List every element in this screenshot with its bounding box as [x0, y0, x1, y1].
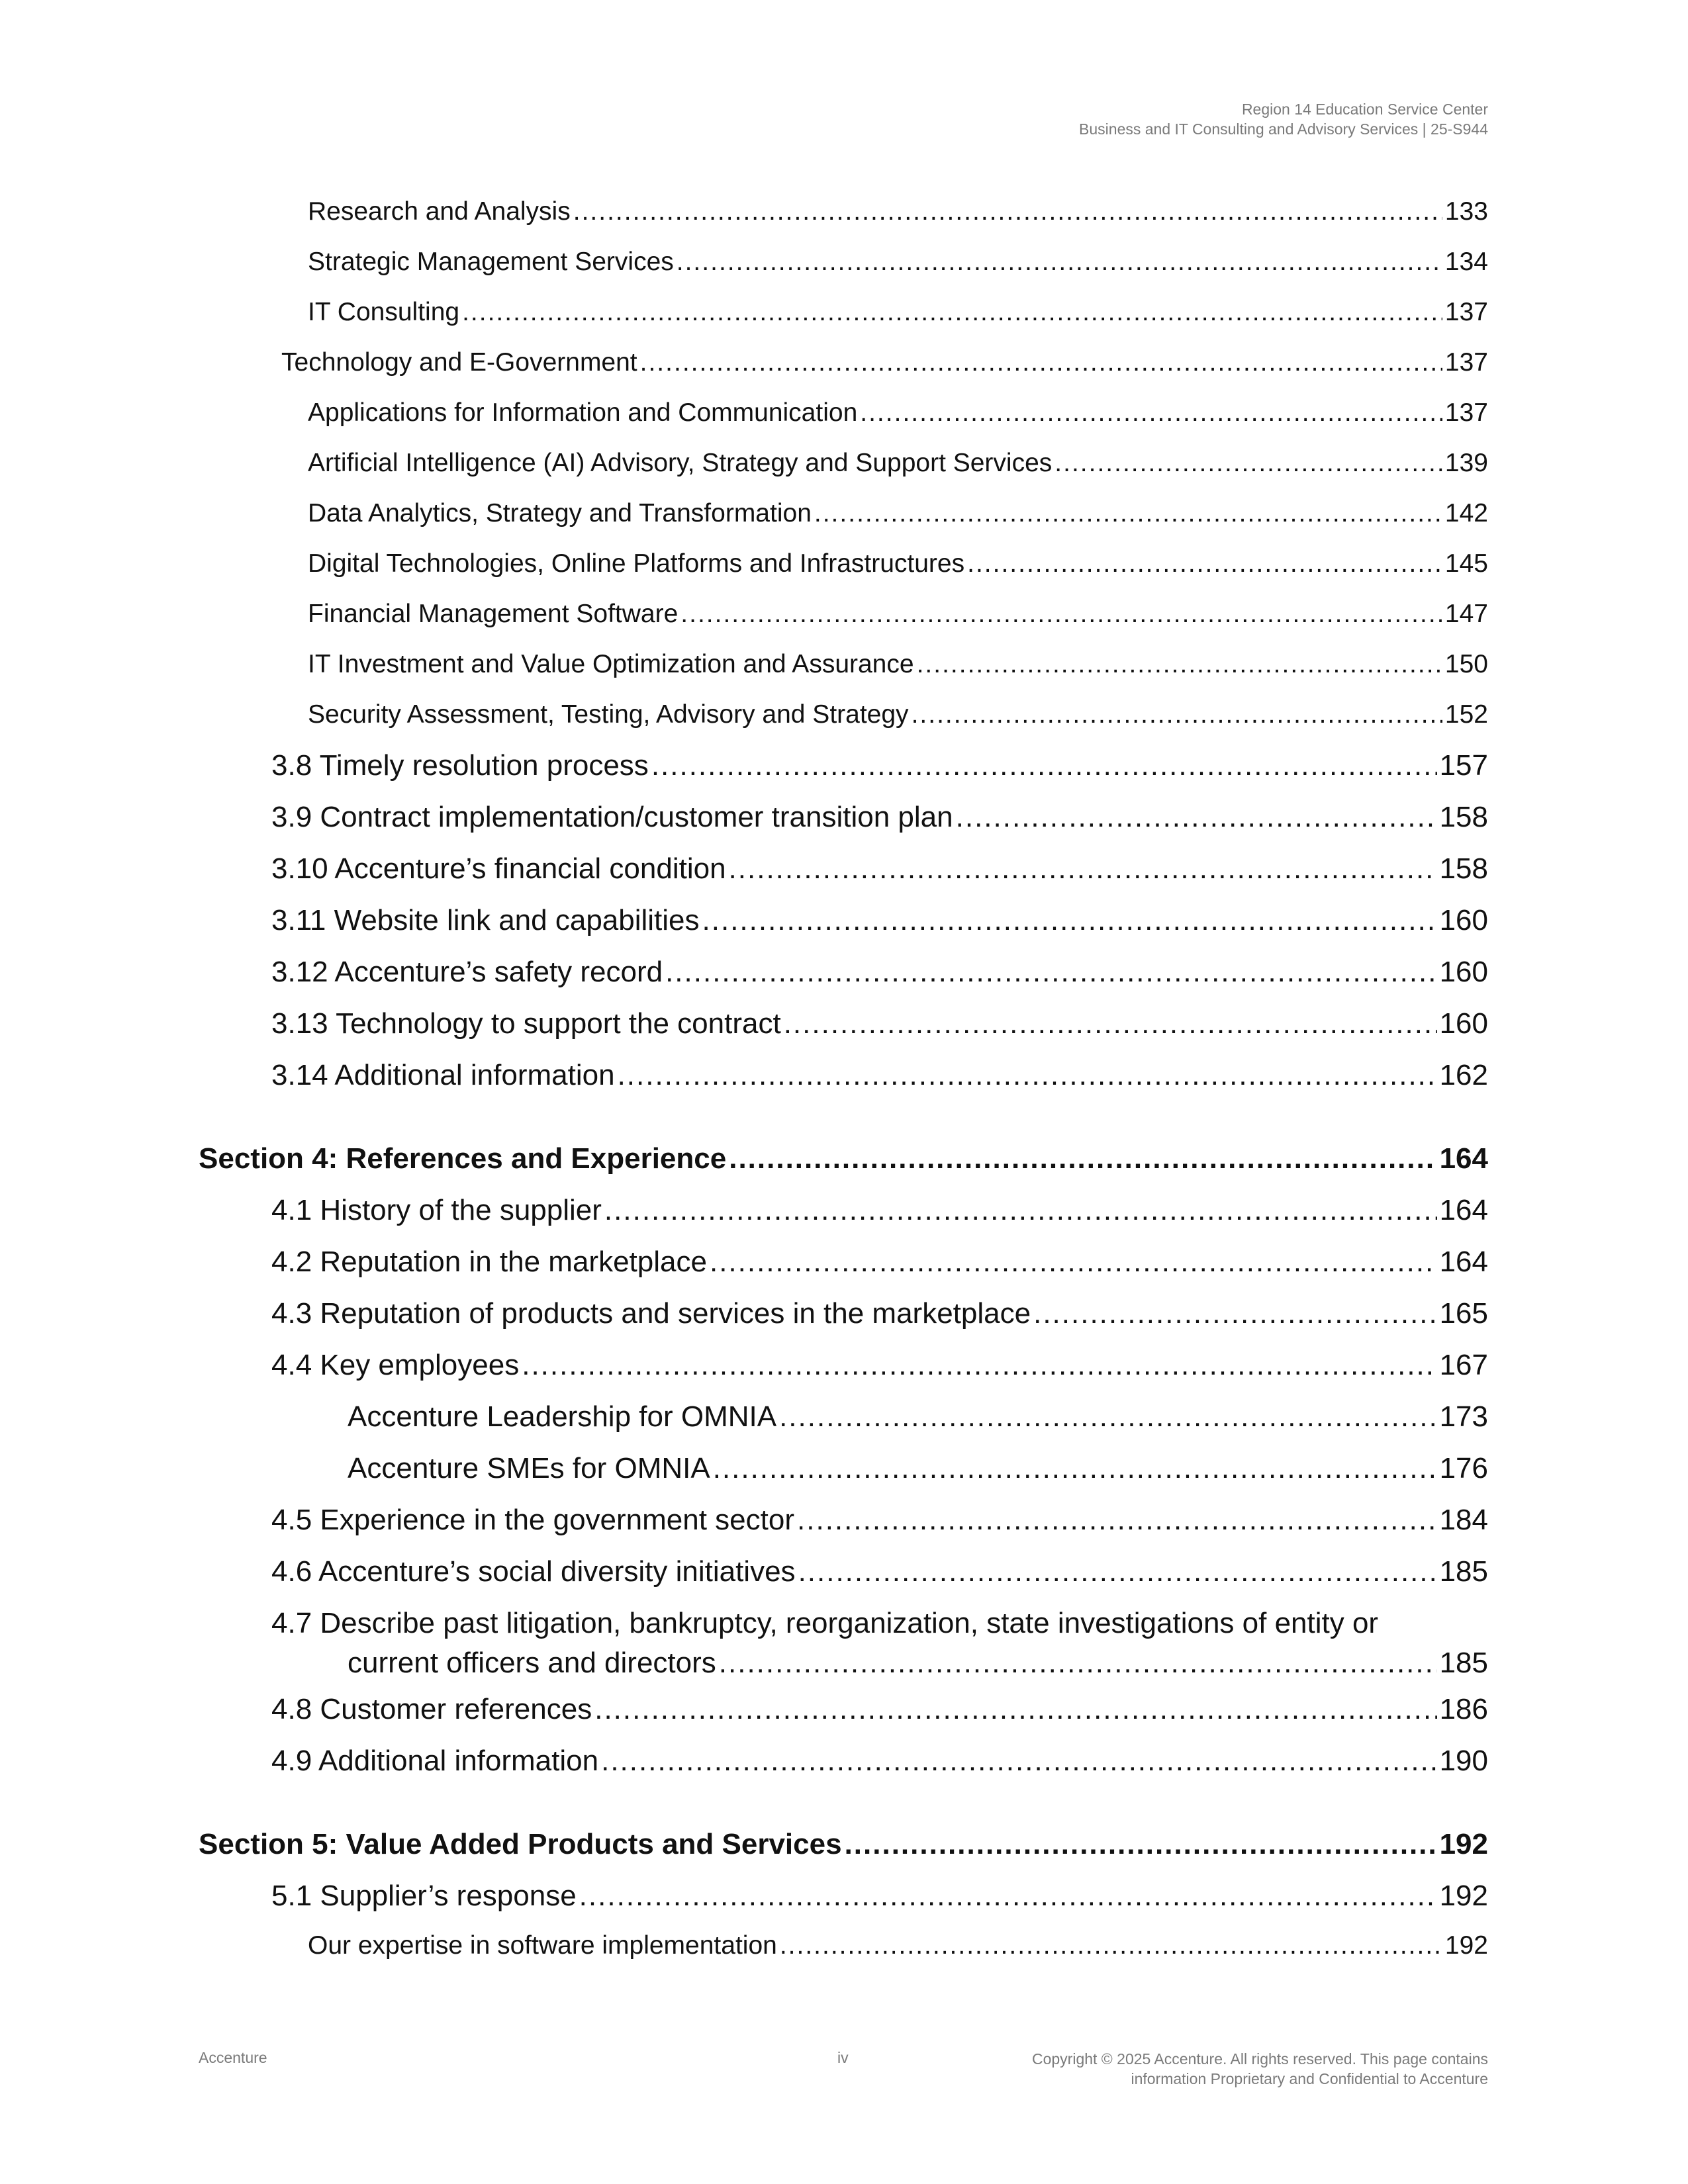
toc-dot-leader: [917, 650, 1442, 679]
footer-copyright-line-2: information Proprietary and Confidential to Accenture: [1131, 2070, 1488, 2087]
toc-page-number: 160: [1439, 904, 1488, 936]
toc-dot-leader: [860, 398, 1442, 428]
toc-page-number: 137: [1444, 398, 1488, 427]
toc-dot-leader: [797, 1504, 1437, 1537]
toc-dot-leader: [677, 248, 1442, 277]
toc-entry-strategic-management-services[interactable]: [308, 248, 1488, 277]
toc-page-number: 157: [1439, 749, 1488, 782]
toc-dot-leader: [798, 1555, 1437, 1588]
toc-page-number: 160: [1439, 1007, 1488, 1040]
toc-dot-leader: [601, 1745, 1436, 1778]
toc-entry-section-5[interactable]: [199, 1828, 1488, 1861]
toc-entry-title: 4.9 Additional information: [271, 1745, 599, 1777]
toc-dot-leader: [779, 1400, 1437, 1433]
toc-dot-leader: [814, 499, 1442, 528]
toc-dot-leader: [702, 904, 1437, 937]
toc-dot-leader: [784, 1007, 1437, 1040]
toc-page-number: 158: [1439, 801, 1488, 833]
toc-page-number: 192: [1444, 1931, 1488, 1960]
toc-entry-title: Applications for Information and Communication: [308, 398, 858, 427]
toc-entry-3-10[interactable]: [271, 852, 1488, 886]
toc-entry-4-5[interactable]: [271, 1504, 1488, 1537]
toc-entry-title-line-2: current officers and directors: [348, 1647, 716, 1679]
toc-entry-title: 3.9 Contract implementation/customer transition plan: [271, 801, 953, 833]
toc-entry-ai-advisory[interactable]: [308, 449, 1488, 478]
toc-entry-title: IT Consulting: [308, 298, 460, 326]
toc-entry-title: 3.8 Timely resolution process: [271, 749, 649, 782]
toc-page-number: 152: [1444, 700, 1488, 729]
toc-page-number: 145: [1444, 549, 1488, 578]
toc-entry-title: 4.3 Reputation of products and services in the marketplace: [271, 1297, 1031, 1330]
toc-dot-leader: [640, 348, 1442, 377]
toc-page-number: 139: [1444, 449, 1488, 477]
toc-entry-it-investment[interactable]: [308, 650, 1488, 679]
toc-entry-title: Section 4: References and Experience: [199, 1142, 727, 1175]
toc-entry-title: 4.1 History of the supplier: [271, 1194, 602, 1226]
toc-entry-4-4[interactable]: [271, 1349, 1488, 1382]
toc-page-number: 133: [1444, 197, 1488, 226]
toc-entry-title: 4.8 Customer references: [271, 1693, 592, 1725]
toc-entry-title: 3.13 Technology to support the contract: [271, 1007, 781, 1040]
toc-entry-title: 3.10 Accenture’s financial condition: [271, 852, 726, 885]
toc-entry-5-1[interactable]: [271, 1880, 1488, 1913]
toc-entry-financial-management-software[interactable]: [308, 600, 1488, 629]
toc-page-number: 167: [1439, 1349, 1488, 1381]
toc-entry-line-2: [348, 1647, 1488, 1680]
toc-page-number: 134: [1444, 248, 1488, 276]
footer-copyright-line-1: Copyright © 2025 Accenture. All rights reserved. This page contains: [1031, 2050, 1488, 2068]
toc-dot-leader: [713, 1452, 1437, 1485]
toc-page-number: 164: [1439, 1142, 1488, 1175]
footer-page-number: iv: [837, 2049, 849, 2066]
toc-page-number: 190: [1439, 1745, 1488, 1777]
toc-entry-title: Security Assessment, Testing, Advisory and Strategy: [308, 700, 909, 729]
toc-entry-4-9[interactable]: [271, 1745, 1488, 1778]
toc-entry-title: Section 5: Value Added Products and Services: [199, 1828, 842, 1860]
toc-dot-leader: [462, 298, 1442, 327]
toc-dot-leader: [594, 1693, 1436, 1726]
toc-dot-leader: [1055, 449, 1442, 478]
toc-entry-title: Our expertise in software implementation: [308, 1931, 777, 1960]
toc-dot-leader: [618, 1059, 1437, 1092]
toc-entry-research-and-analysis[interactable]: [308, 197, 1488, 226]
toc-page-number: 147: [1444, 600, 1488, 628]
toc-page-number: 165: [1439, 1297, 1488, 1330]
toc-entry-title: Digital Technologies, Online Platforms and Infrastructures: [308, 549, 965, 578]
header-line-1: Region 14 Education Service Center: [1241, 101, 1488, 118]
toc-dot-leader: [780, 1931, 1442, 1960]
toc-dot-leader: [665, 956, 1437, 989]
toc-dot-leader: [729, 852, 1437, 886]
toc-entry-3-14[interactable]: [271, 1059, 1488, 1092]
toc-page-number: 185: [1439, 1555, 1488, 1588]
toc-dot-leader: [579, 1880, 1437, 1913]
toc-entry-title: 3.14 Additional information: [271, 1059, 615, 1091]
toc-entry-title-line-1: 4.7 Describe past litigation, bankruptcy, reorganization, state investigations of entity or: [271, 1607, 1379, 1639]
toc-dot-leader: [604, 1194, 1437, 1227]
toc-entry-4-6[interactable]: [271, 1555, 1488, 1588]
toc-dot-leader: [956, 801, 1437, 834]
header-line-2: Business and IT Consulting and Advisory Services | 25-S944: [1079, 120, 1488, 138]
toc-entry-applications-information-communication[interactable]: [308, 398, 1488, 428]
toc-page-number: 192: [1439, 1828, 1488, 1860]
toc-entry-title: 4.2 Reputation in the marketplace: [271, 1246, 707, 1278]
toc-entry-title: Data Analytics, Strategy and Transformation: [308, 499, 812, 527]
toc-entry-title: Artificial Intelligence (AI) Advisory, Strategy and Support Services: [308, 449, 1053, 477]
toc-dot-leader: [719, 1647, 1437, 1680]
toc-entry-title: 4.6 Accenture’s social diversity initiatives: [271, 1555, 796, 1588]
toc-entry-4-7[interactable]: [271, 1607, 1488, 1680]
toc-dot-leader: [912, 700, 1442, 729]
toc-entry-title: 4.5 Experience in the government sector: [271, 1504, 795, 1536]
toc-entry-accenture-smes[interactable]: [348, 1452, 1488, 1485]
toc-page-number: 137: [1444, 348, 1488, 377]
toc-page-number: 176: [1439, 1452, 1488, 1484]
toc-entry-accenture-leadership[interactable]: [348, 1400, 1488, 1433]
toc-page-number: 186: [1439, 1693, 1488, 1725]
toc-entry-title: 3.11 Website link and capabilities: [271, 904, 700, 936]
toc-entry-title: IT Investment and Value Optimization and Assurance: [308, 650, 914, 678]
toc-page-number: 150: [1444, 650, 1488, 678]
toc-dot-leader: [845, 1828, 1437, 1861]
toc-page-number: 160: [1439, 956, 1488, 988]
toc-entry-3-11[interactable]: [271, 904, 1488, 937]
toc-entry-3-8[interactable]: [271, 749, 1488, 782]
toc-entry-digital-technologies[interactable]: [308, 549, 1488, 578]
toc-dot-leader: [573, 197, 1442, 226]
toc-entry-security-assessment[interactable]: [308, 700, 1488, 729]
toc-page-number: 185: [1439, 1647, 1488, 1679]
toc-entry-it-consulting[interactable]: [308, 298, 1488, 327]
toc-entry-title: 4.4 Key employees: [271, 1349, 520, 1381]
toc-entry-title: 3.12 Accenture’s safety record: [271, 956, 663, 988]
toc-page-number: 192: [1439, 1880, 1488, 1912]
toc-entry-software-implementation[interactable]: [308, 1931, 1488, 1960]
toc-entry-title: Strategic Management Services: [308, 248, 674, 276]
toc-dot-leader: [651, 749, 1437, 782]
toc-page-number: 137: [1444, 298, 1488, 326]
toc-dot-leader: [522, 1349, 1436, 1382]
toc-entry-title: Accenture SMEs for OMNIA: [348, 1452, 710, 1484]
toc-dot-leader: [680, 600, 1442, 629]
toc-dot-leader: [710, 1246, 1437, 1279]
toc-page-number: 142: [1444, 499, 1488, 527]
toc-entry-4-3[interactable]: [271, 1297, 1488, 1330]
toc-entry-title: Research and Analysis: [308, 197, 571, 226]
toc-page-number: 162: [1439, 1059, 1488, 1091]
toc-page-number: 173: [1439, 1400, 1488, 1433]
toc-entry-4-2[interactable]: [271, 1246, 1488, 1279]
toc-entry-title: 5.1 Supplier’s response: [271, 1880, 577, 1912]
toc-entry-technology-and-e-government[interactable]: [281, 348, 1488, 377]
toc-entry-section-4[interactable]: [199, 1142, 1488, 1175]
toc-page-number: 184: [1439, 1504, 1488, 1536]
toc-page-number: 164: [1439, 1246, 1488, 1278]
toc-entry-3-13[interactable]: [271, 1007, 1488, 1040]
toc-dot-leader: [729, 1142, 1436, 1175]
toc-entry-data-analytics[interactable]: [308, 499, 1488, 528]
toc-entry-3-12[interactable]: [271, 956, 1488, 989]
footer-company: Accenture: [199, 2049, 267, 2066]
toc-entry-4-8[interactable]: [271, 1693, 1488, 1726]
toc-page-number: 158: [1439, 852, 1488, 885]
toc-entry-title: Accenture Leadership for OMNIA: [348, 1400, 777, 1433]
toc-entry-title: Technology and E-Government: [281, 348, 637, 377]
toc-dot-leader: [967, 549, 1442, 578]
toc-entry-3-9[interactable]: [271, 801, 1488, 834]
toc-page-number: 164: [1439, 1194, 1488, 1226]
toc-entry-4-1[interactable]: [271, 1194, 1488, 1227]
toc-entry-title: Financial Management Software: [308, 600, 679, 628]
toc-dot-leader: [1033, 1297, 1436, 1330]
